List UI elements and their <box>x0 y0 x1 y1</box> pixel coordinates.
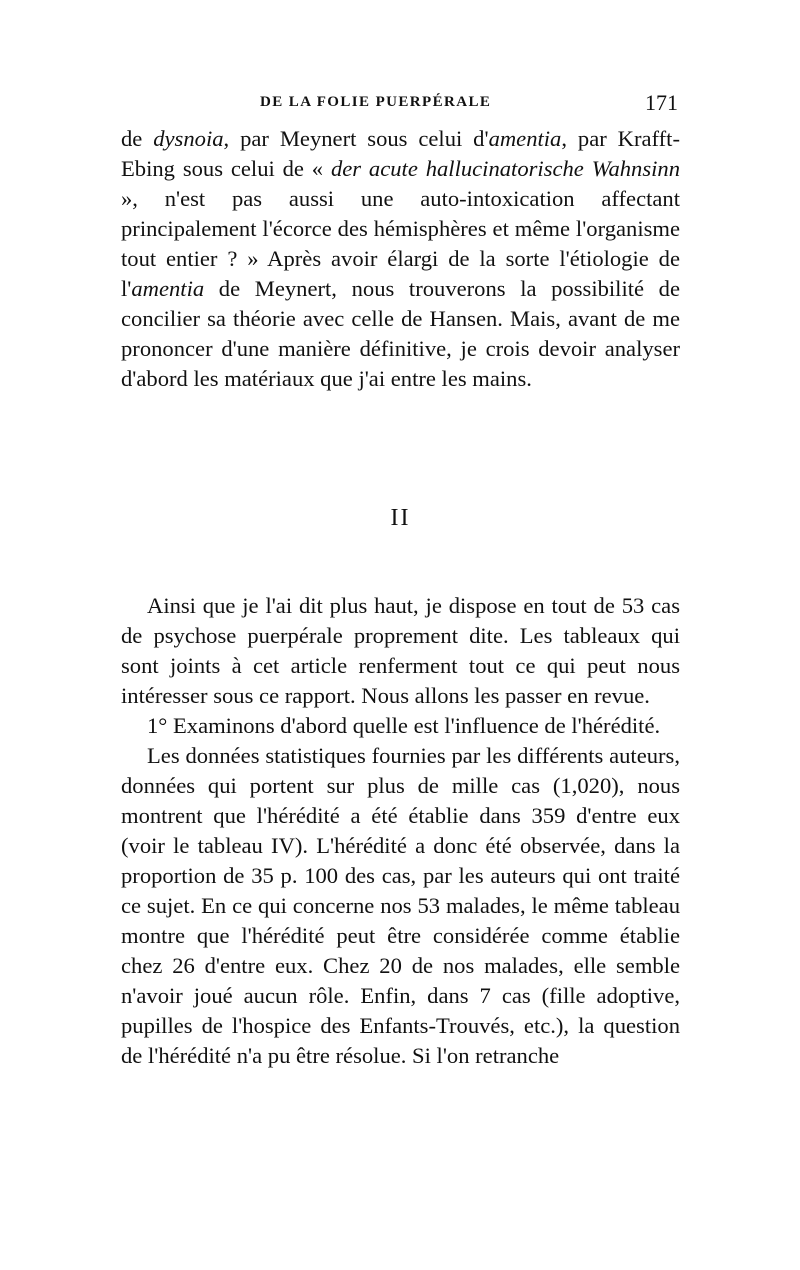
text-run: , par Meynert sous celui d' <box>223 126 489 151</box>
running-head: DE LA FOLIE PUERPÉRALE <box>260 94 492 110</box>
text-run: de <box>121 126 154 151</box>
text-run: », n'est pas aussi une auto-intoxication affectant principalement l'écorce des hémisphères et même l'organisme tout entier ? » Après avoir élargi de la sorte l'étiologie de l' <box>121 186 680 301</box>
section-body <box>121 591 680 1071</box>
italic-term: amentia <box>131 276 205 301</box>
text-run: de Meynert, nous trouverons la possibilité de concilier sa théorie avec celle de Hansen. Mais, avant de me prononcer d'une manière définitive, je crois devoir analyser d'abord les matériaux que j'ai entre les mains. <box>121 276 680 391</box>
page-number: 171 <box>645 90 678 115</box>
paragraph-text <box>121 124 680 394</box>
italic-term: amentia <box>488 126 562 151</box>
section-heading: II <box>390 505 411 531</box>
continued-paragraph <box>121 124 680 394</box>
italic-term: dysnoia <box>153 126 224 151</box>
paragraph: Ainsi que je l'ai dit plus haut, je dispose en tout de 53 cas de psychose puerpérale proprement dite. Les tableaux qui sont joints à cet article renferment tout ce qui peut nous intéresser sous ce rapport. Nous allons les passer en revue. <box>121 593 680 708</box>
paragraph: Les données statistiques fournies par les différents auteurs, données qui portent sur plus de mille cas (1,020), nous montrent que l'hérédité a été établie dans 359 d'entre eux (voir le tableau IV). L'hérédité a donc été observée, dans la proportion de 35 p. 100 des cas, par les auteurs qui ont traité ce sujet. En ce qui concerne nos 53 malades, le même tableau montre que l'hérédité peut être considérée comme établie chez 26 d'entre eux. Chez 20 de nos malades, elle semble n'avoir joué aucun rôle. Enfin, dans 7 cas (fille adoptive, pupilles de l'hospice des Enfants-Trouvés, etc.), la question de l'hérédité n'a pu être résolue. Si l'on retranche <box>121 743 680 1068</box>
page-header <box>120 90 680 116</box>
italic-quote: der acute hallucinatorische Wahnsinn <box>330 156 680 181</box>
text-run: , par Krafft-Ebing sous celui de « <box>121 126 680 181</box>
paragraph: 1° Examinons d'abord quelle est l'influence de l'hérédité. <box>147 713 661 738</box>
